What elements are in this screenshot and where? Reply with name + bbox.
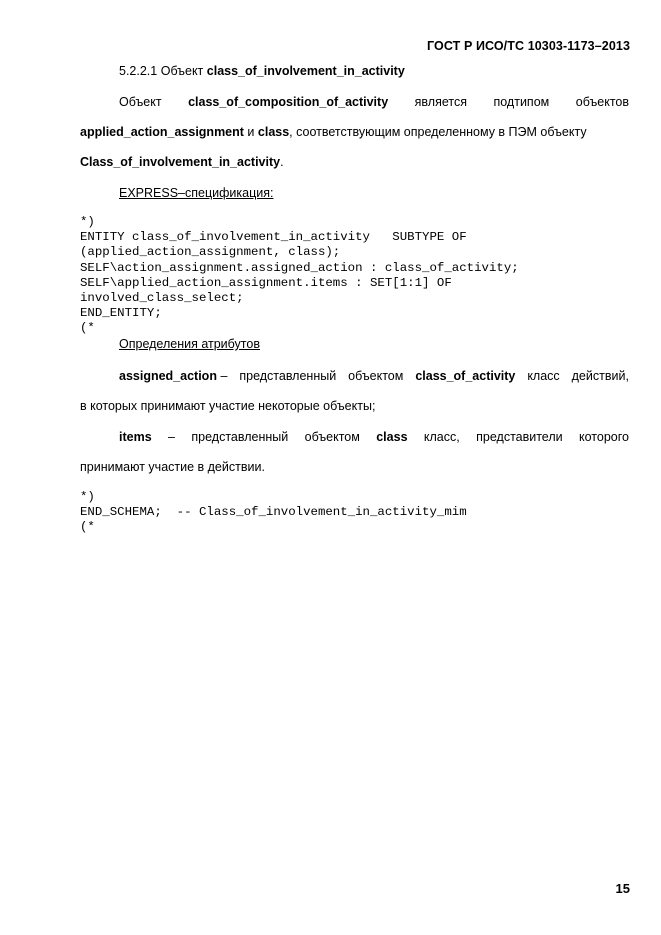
attributes-label: Определения атрибутов: [119, 337, 260, 351]
code-line: (*: [80, 321, 95, 336]
code-line: (*: [80, 520, 95, 535]
attr-items-line-1: [119, 430, 629, 444]
page-number: 15: [615, 881, 630, 896]
intro-word: подтипом: [493, 95, 550, 109]
intro-line-3: [80, 155, 284, 169]
attr-word: представленный: [191, 430, 289, 444]
attr-items-line-2: принимают участие в действии.: [80, 460, 265, 474]
attr-assigned-action-line-1: [119, 369, 629, 383]
intro-word: объектов: [575, 95, 629, 109]
code-line: SELF\action_assignment.assigned_action : class_of_activity;: [80, 260, 519, 275]
intro-word: Объект: [119, 95, 162, 109]
intro-line-2: [80, 125, 587, 139]
attr-name: assigned_action: [119, 369, 217, 383]
attr-word: объектом: [348, 369, 404, 383]
code-line: END_ENTITY;: [80, 306, 162, 321]
code-line: (applied_action_assignment, class);: [80, 245, 341, 260]
express-spec-label: EXPRESS–спецификация:: [119, 186, 274, 200]
attr-word: представленный: [239, 369, 337, 383]
code-line: involved_class_select;: [80, 290, 244, 305]
attr-word: представители: [476, 430, 563, 444]
intro-entity-ref: class: [257, 125, 290, 139]
intro-text: , соответствующим определенному в ПЭМ объекту: [289, 125, 587, 139]
attr-name-group: [119, 369, 227, 383]
intro-entity-ref: Class_of_involvement_in_activity: [80, 155, 281, 169]
code-line: *): [80, 215, 95, 229]
code-line: END_SCHEMA; -- Class_of_involvement_in_activity_mim: [80, 505, 467, 520]
attr-dash: –: [168, 430, 175, 444]
attr-assigned-action-line-2: в которых принимают участие некоторые объекты;: [80, 399, 376, 413]
attr-word: класс: [527, 369, 560, 383]
attr-name: items: [119, 430, 152, 444]
express-code-block: [80, 215, 519, 337]
intro-word: является: [414, 95, 467, 109]
attr-word: объектом: [304, 430, 360, 444]
section-entity-name: class_of_involvement_in_activity: [206, 64, 405, 78]
document-header: ГОСТ Р ИСО/ТС 10303-1173–2013: [426, 39, 630, 53]
section-heading: [119, 64, 405, 78]
intro-word: и: [247, 125, 255, 139]
attr-entity-ref: class_of_activity: [415, 369, 516, 383]
section-number: 5.2.2.1: [119, 64, 158, 78]
code-line: *): [80, 490, 95, 504]
end-schema-code-block: [80, 490, 467, 536]
attr-dash: –: [220, 369, 228, 383]
section-prefix: Объект: [160, 64, 204, 78]
attr-word: которого: [579, 430, 629, 444]
intro-entity-ref: class_of_composition_of_activity: [188, 95, 389, 109]
attr-entity-ref: class: [376, 430, 408, 444]
attr-word: класс,: [423, 430, 460, 444]
intro-text: .: [280, 155, 284, 169]
code-line: ENTITY class_of_involvement_in_activity SUBTYPE OF: [80, 230, 467, 245]
code-line: SELF\applied_action_assignment.items : SET[1:1] OF: [80, 275, 452, 290]
intro-line-1: [119, 95, 629, 109]
attr-word: действий,: [571, 369, 629, 383]
intro-entity-ref: applied_action_assignment: [80, 125, 244, 139]
